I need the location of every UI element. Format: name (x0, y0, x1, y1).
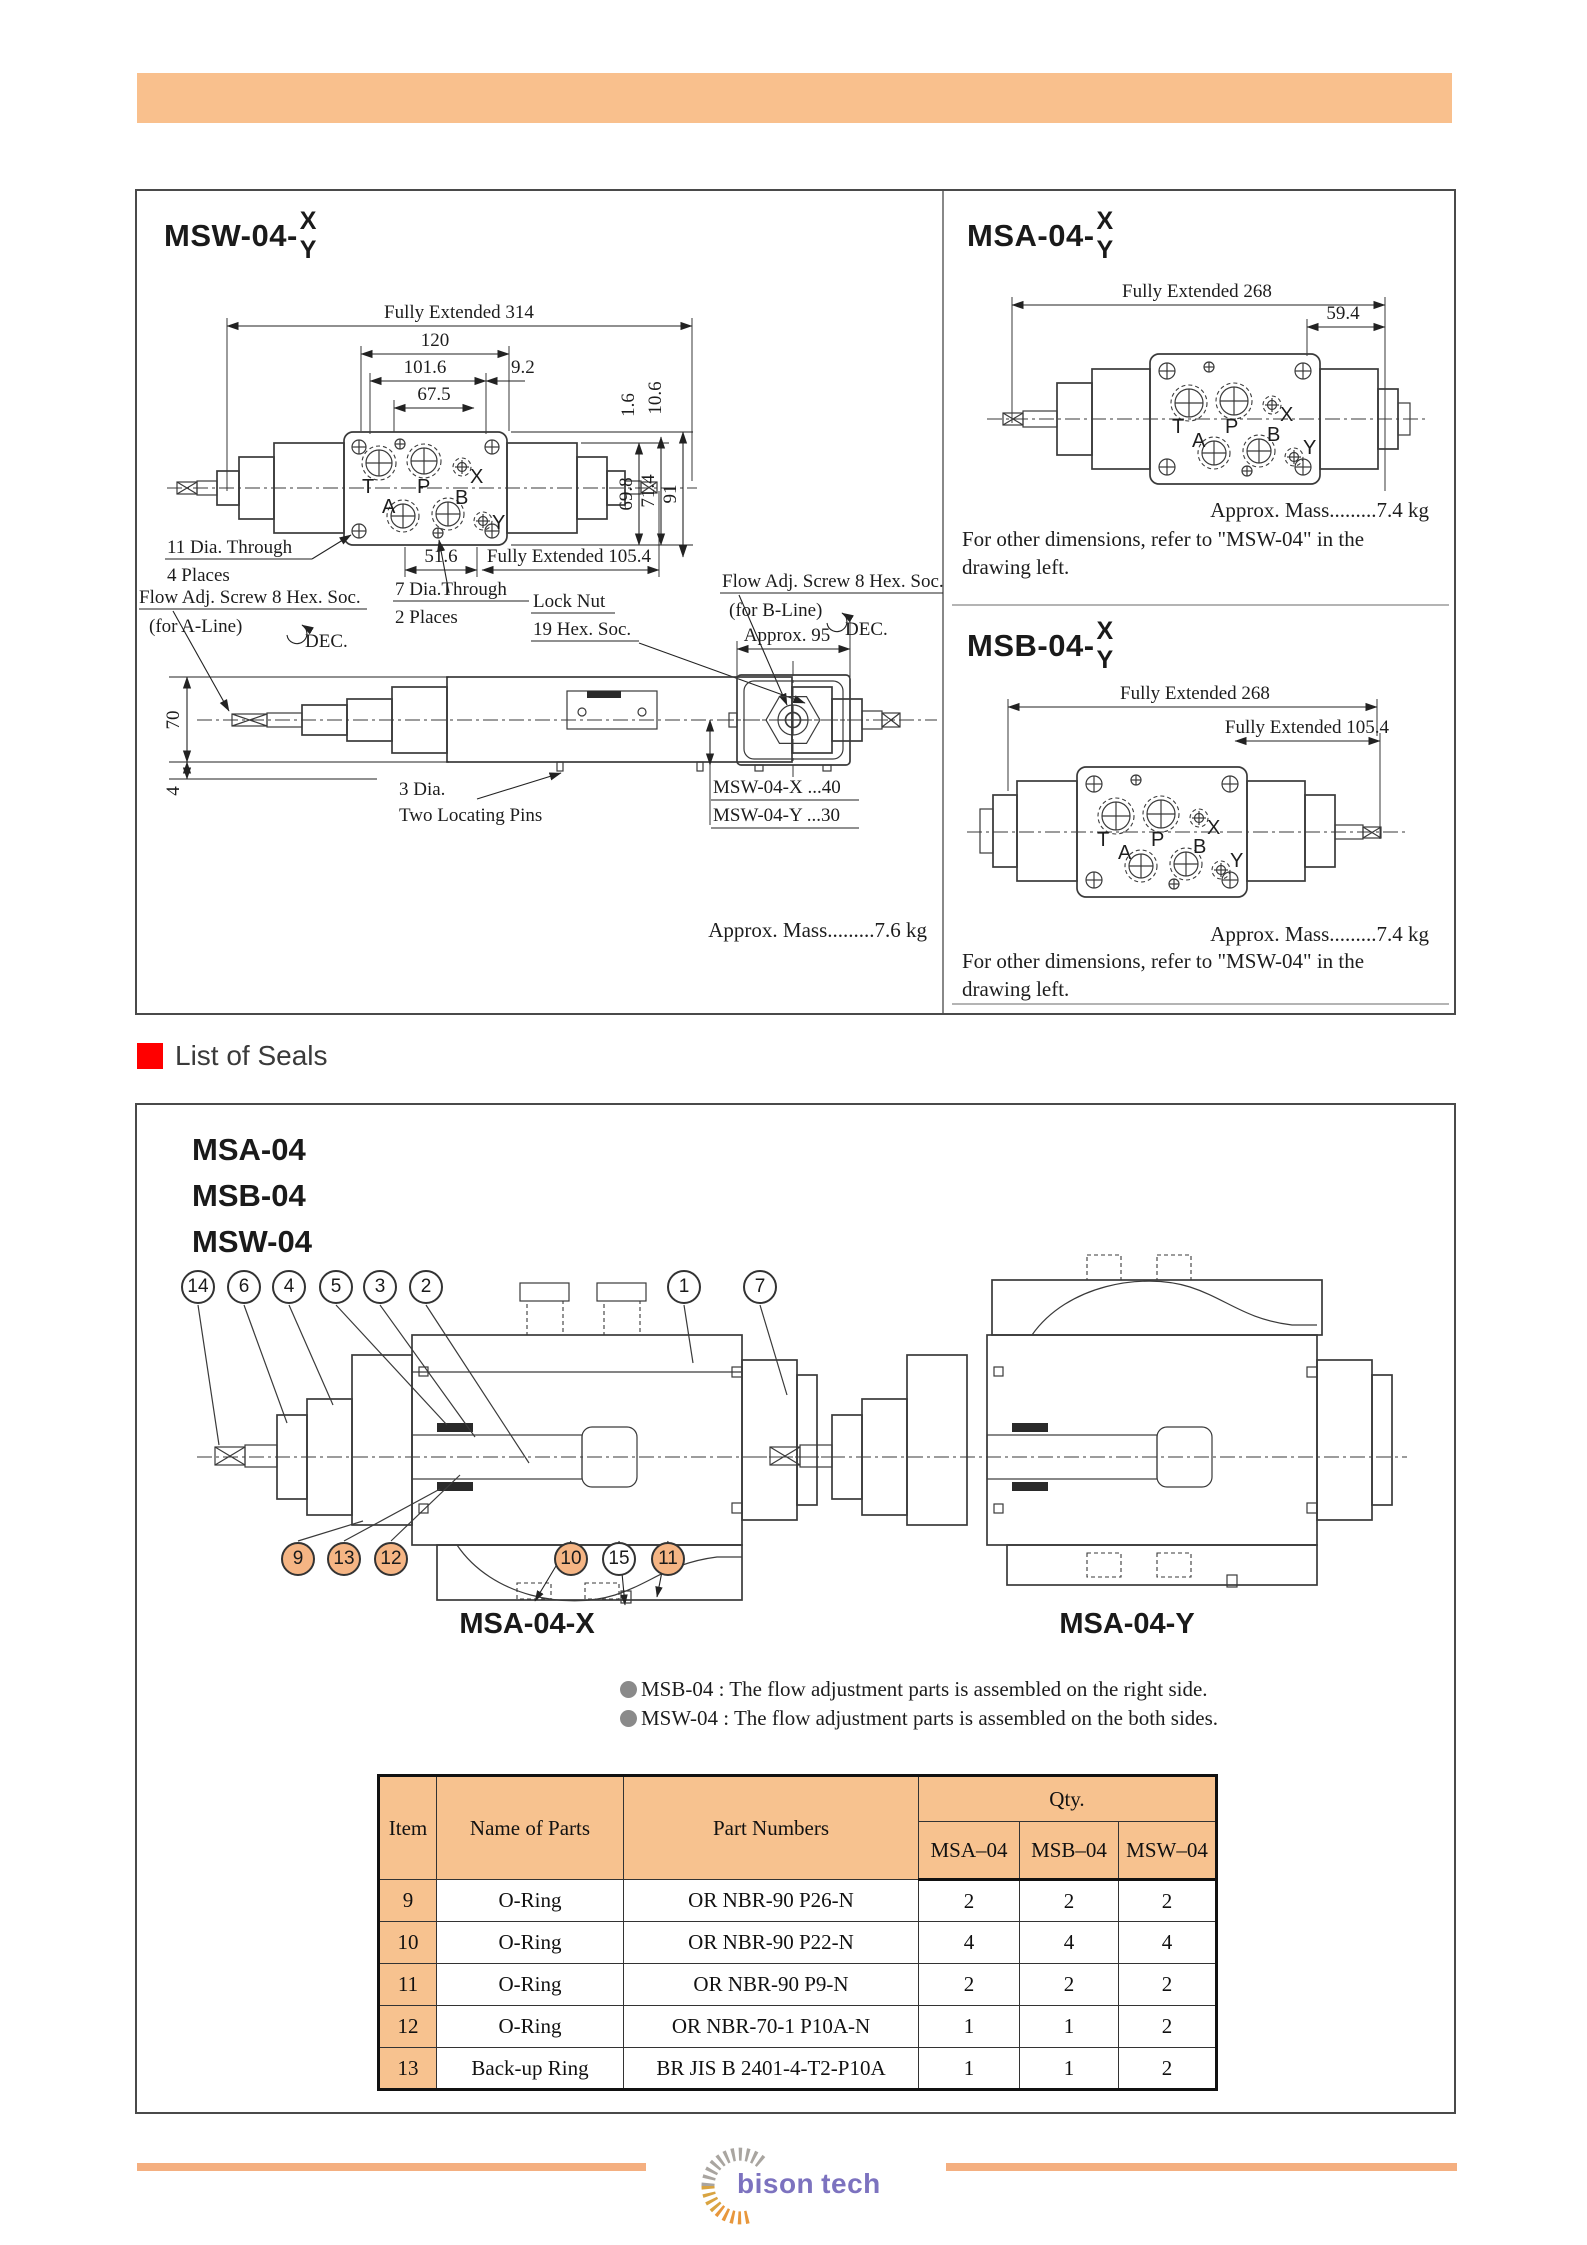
callout-label: 9 (292, 1548, 304, 1569)
cell-part: OR NBR-70-1 P10A-N (624, 2006, 919, 2048)
callout-label: 7 (754, 1276, 766, 1297)
callout-14 (181, 1270, 215, 1304)
callout-label: 10 (560, 1548, 582, 1569)
label-19hex: 19 Hex. Soc. (533, 619, 632, 640)
callout-1 (667, 1270, 701, 1304)
cell-qty: 2 (1020, 1964, 1119, 2006)
dim-71-4: 71.4 (638, 474, 659, 508)
brand-tech: tech (821, 2168, 881, 2199)
port-t: T (1097, 829, 1110, 851)
callout-label: 3 (374, 1276, 386, 1297)
msb-title-x: X (1096, 617, 1114, 645)
msb-title-text: MSB-04- (967, 627, 1095, 663)
col-header-part: Part Numbers (624, 1776, 919, 1880)
port-b: B (1267, 424, 1281, 446)
red-square-icon (137, 1043, 163, 1069)
msa-reference-note (962, 525, 1364, 581)
port-b: B (1193, 836, 1207, 858)
table-row (379, 1922, 1217, 1964)
list-of-seals-heading (137, 1040, 328, 1072)
msa-title-x: X (1096, 207, 1114, 235)
model-msa04: MSA-04 (192, 1132, 306, 1167)
port-a: A (382, 496, 396, 518)
cell-qty: 2 (1119, 1880, 1217, 1922)
cell-qty: 4 (1020, 1922, 1119, 1964)
callout-5 (319, 1270, 353, 1304)
cell-qty: 1 (919, 2048, 1020, 2090)
port-p: P (1225, 416, 1239, 438)
msb-title-y: Y (1096, 645, 1114, 674)
callout-label: 15 (608, 1548, 630, 1569)
label-for-a-line: (for A-Line) (149, 616, 243, 637)
note-msb04 (620, 1677, 1208, 1702)
dim-fe314: Fully Extended 314 (384, 302, 534, 323)
table-row (379, 2048, 1217, 2090)
msb-note-line1: For other dimensions, refer to "MSW-04" in the (962, 949, 1365, 973)
callout-15 (602, 1542, 636, 1576)
label-11dia: 11 Dia. Through (167, 537, 293, 558)
msb-reference-note (962, 947, 1364, 1003)
callout-7 (743, 1270, 777, 1304)
cell-name: Back-up Ring (437, 2048, 624, 2090)
note-text: MSB-04 : The flow adjustment parts is assembled on the right side. (641, 1677, 1208, 1701)
callout-label: 1 (678, 1276, 690, 1297)
model-msb04: MSB-04 (192, 1178, 306, 1213)
port-p: P (1151, 829, 1165, 851)
port-x: X (1280, 404, 1294, 426)
cell-part: OR NBR-90 P9-N (624, 1964, 919, 2006)
msw-title-x: X (299, 207, 317, 235)
dim-4: 4 (163, 786, 184, 796)
table-row (379, 1964, 1217, 2006)
label-msw04y-30: MSW-04-Y ...30 (713, 805, 841, 826)
msb-note-line2: drawing left. (962, 977, 1070, 1001)
label-dec: DEC. (305, 631, 348, 652)
cell-qty: 2 (1119, 2048, 1217, 2090)
dim-69-8: 69.8 (616, 477, 637, 511)
footer-left-bar (137, 2163, 646, 2171)
footer-right-bar (946, 2163, 1457, 2171)
cell-name: O-Ring (437, 1964, 624, 2006)
label-dec-2: DEC. (845, 619, 888, 640)
msa-mass: Approx. Mass.........7.4 kg (1210, 498, 1429, 522)
callout-label: 5 (330, 1276, 342, 1297)
msa-59-4: 59.4 (1326, 303, 1360, 324)
msw-title-text: MSW-04- (164, 217, 298, 253)
label-3dia: 3 Dia. (399, 779, 446, 800)
caption-msa04x: MSA-04-X (459, 1608, 595, 1640)
label-2places: 2 Places (395, 607, 458, 628)
callout-13 (327, 1542, 361, 1576)
cell-qty: 2 (1119, 2006, 1217, 2048)
label-7dia: 7 Dia.Through (395, 579, 507, 600)
msa-title-y: Y (1096, 235, 1114, 264)
model-msw04: MSW-04 (192, 1224, 312, 1259)
msw-mass: Approx. Mass.........7.6 kg (708, 918, 927, 942)
col-header-msb04: MSB–04 (1020, 1822, 1119, 1880)
label-flow-adj-b: Flow Adj. Screw 8 Hex. Soc. (722, 571, 944, 592)
msb-fe105-4: Fully Extended 105.4 (1224, 717, 1390, 738)
dim-51-6: 51.6 (424, 546, 458, 567)
cell-qty: 4 (919, 1922, 1020, 1964)
msw-title (164, 209, 317, 267)
dim-70: 70 (163, 710, 184, 730)
callout-label: 13 (333, 1548, 355, 1569)
table-row (379, 1880, 1217, 1922)
cell-qty: 2 (919, 1964, 1020, 2006)
port-p: P (417, 476, 431, 498)
note-text: MSW-04 : The flow adjustment parts is assembled on the both sides. (641, 1706, 1219, 1730)
col-header-msw04: MSW–04 (1119, 1822, 1217, 1880)
cell-qty: 1 (1020, 2006, 1119, 2048)
dimensions-panel (135, 189, 1456, 1015)
label-locating-pins: Two Locating Pins (399, 805, 543, 826)
port-t: T (362, 476, 375, 498)
port-t: T (1172, 416, 1185, 438)
callout-2 (409, 1270, 443, 1304)
label-for-b-line: (for B-Line) (729, 600, 823, 621)
col-header-qty: Qty. (919, 1776, 1217, 1822)
col-header-msa04: MSA–04 (919, 1822, 1020, 1880)
cell-qty: 4 (1119, 1922, 1217, 1964)
note-msw04 (620, 1706, 1218, 1731)
msa-port-labels (1172, 404, 1316, 459)
dim-101-6: 101.6 (403, 357, 447, 378)
dim-67-5: 67.5 (417, 384, 451, 405)
dim-10-6: 10.6 (645, 381, 666, 415)
callout-9 (281, 1542, 315, 1576)
port-x: X (470, 466, 484, 488)
header-accent-bar (137, 73, 1452, 123)
seals-panel (135, 1103, 1456, 2114)
cell-item: 9 (379, 1880, 437, 1922)
msa-fe268: Fully Extended 268 (1122, 281, 1272, 302)
msw-top-view (139, 302, 805, 711)
bullet-icon (620, 1710, 637, 1727)
brand-bison: bison (737, 2168, 815, 2199)
msw-end-view (710, 571, 944, 828)
callout-label: 12 (380, 1548, 402, 1569)
port-a: A (1118, 842, 1132, 864)
cell-item: 10 (379, 1922, 437, 1964)
list-of-seals-text: List of Seals (175, 1040, 328, 1071)
cell-item: 12 (379, 2006, 437, 2048)
callout-4 (272, 1270, 306, 1304)
cell-item: 11 (379, 1964, 437, 2006)
msa-title (967, 209, 1114, 267)
col-header-item: Item (379, 1776, 437, 1880)
col-header-name: Name of Parts (437, 1776, 624, 1880)
msw-side-view (163, 677, 937, 826)
msa-note-line1: For other dimensions, refer to "MSW-04" in the (962, 527, 1365, 551)
caption-msa04y: MSA-04-Y (1059, 1608, 1195, 1640)
label-4places: 4 Places (167, 565, 230, 586)
cell-part: OR NBR-90 P26-N (624, 1880, 919, 1922)
msw-title-y: Y (299, 235, 317, 264)
port-a: A (1192, 430, 1206, 452)
cell-qty: 2 (919, 1880, 1020, 1922)
cell-name: O-Ring (437, 2006, 624, 2048)
dim-91: 91 (660, 484, 681, 504)
callout-11 (651, 1542, 685, 1576)
callout-label: 6 (238, 1276, 250, 1297)
cross-section-msa04y (752, 1255, 1407, 1587)
bullet-icon (620, 1681, 637, 1698)
msb-fe268: Fully Extended 268 (1120, 683, 1270, 704)
callout-label: 2 (420, 1276, 432, 1297)
msw-port-labels (362, 466, 505, 534)
dim-approx-95: Approx. 95 (743, 625, 831, 646)
callout-label: 14 (187, 1276, 209, 1297)
cell-qty: 1 (1020, 2048, 1119, 2090)
callout-6 (227, 1270, 261, 1304)
msb-title (967, 619, 1114, 677)
dimension-drawings-svg (137, 191, 1454, 1013)
label-flow-adj-a: Flow Adj. Screw 8 Hex. Soc. (139, 587, 361, 608)
cell-name: O-Ring (437, 1922, 624, 1964)
port-y: Y (1230, 850, 1244, 872)
cell-item: 13 (379, 2048, 437, 2090)
cell-qty: 2 (1119, 1964, 1217, 2006)
dim-9-2: 9.2 (511, 357, 535, 378)
cell-qty: 2 (1020, 1880, 1119, 1922)
table-row (379, 2006, 1217, 2048)
msa-note-line2: drawing left. (962, 555, 1070, 579)
seals-table (377, 1774, 1218, 2091)
msa-title-text: MSA-04- (967, 217, 1095, 253)
callout-12 (374, 1542, 408, 1576)
cell-part: OR NBR-90 P22-N (624, 1922, 919, 1964)
callout-label: 4 (283, 1276, 295, 1297)
port-b: B (455, 487, 469, 509)
cell-qty: 1 (919, 2006, 1020, 2048)
label-lock-nut: Lock Nut (533, 591, 606, 612)
callout-10 (554, 1542, 588, 1576)
dim-fe105-4: Fully Extended 105.4 (486, 546, 652, 567)
port-y: Y (1303, 437, 1317, 459)
cell-part: BR JIS B 2401-4-T2-P10A (624, 2048, 919, 2090)
dim-120: 120 (420, 330, 450, 351)
cell-name: O-Ring (437, 1880, 624, 1922)
port-x: X (1207, 817, 1221, 839)
bisontech-logo-text (737, 2168, 881, 2200)
label-msw04x-40: MSW-04-X ...40 (713, 777, 841, 798)
dim-1-6: 1.6 (618, 393, 639, 417)
msb-mass: Approx. Mass.........7.4 kg (1210, 922, 1429, 946)
port-y: Y (492, 512, 506, 534)
callout-label: 11 (658, 1548, 678, 1569)
callout-3 (363, 1270, 397, 1304)
